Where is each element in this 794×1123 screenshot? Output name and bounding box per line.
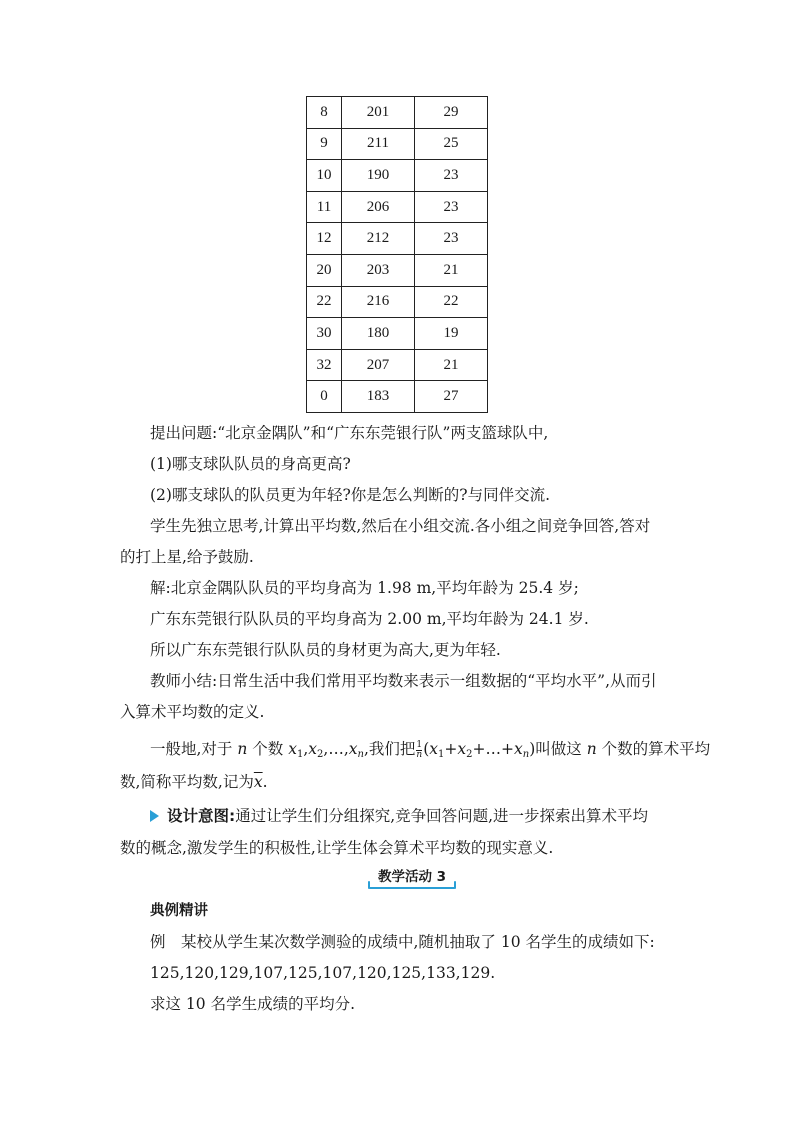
fraction-denominator: n [416, 749, 423, 760]
table-cell: 0 [307, 381, 342, 413]
definition-text: 一般地,对于 [150, 740, 238, 758]
var-x: x [288, 740, 297, 758]
definition-text: +…+ [472, 740, 514, 758]
question-1: (1)哪支球队队员的身高更高? [150, 455, 351, 473]
summary-line-2: 入算术平均数的定义. [120, 703, 265, 721]
example-line-3: 求这 10 名学生成绩的平均分. [150, 995, 356, 1013]
table-cell: 23 [415, 191, 488, 223]
table-row [307, 191, 488, 223]
table-cell: 180 [342, 318, 415, 350]
solution-line-2: 广东东莞银行队队员的平均身高为 2.00 m,平均年龄为 24.1 岁. [150, 610, 589, 628]
table-cell: 25 [415, 128, 488, 160]
var-x: x [429, 740, 438, 758]
table-cell: 9 [307, 128, 342, 160]
question-intro: 提出问题:“北京金隅队”和“广东东莞银行队”两支篮球队中, [150, 424, 549, 442]
table-cell: 22 [307, 286, 342, 318]
example-heading: 典例精讲 [150, 903, 208, 919]
table-cell: 23 [415, 223, 488, 255]
table-cell: 212 [342, 223, 415, 255]
subscript: 1 [438, 749, 445, 760]
table-cell: 20 [307, 254, 342, 286]
table-cell: 22 [415, 286, 488, 318]
table-row [307, 349, 488, 381]
var-x: x [308, 740, 318, 758]
summary-line-1: 教师小结:日常生活中我们常用平均数来表示一组数据的“平均水平”,从而引 [150, 672, 657, 690]
var-n: n [586, 740, 597, 758]
table-row [307, 97, 488, 129]
design-intent-label: 设计意图: [167, 807, 236, 825]
table-cell: 183 [342, 381, 415, 413]
design-intent-line-2: 数的概念,激发学生的积极性,让学生体会算术平均数的现实意义. [120, 839, 554, 857]
solution-line-3: 所以广东东莞银行队队员的身材更为高大,更为年轻. [150, 641, 501, 659]
table-cell: 29 [415, 97, 488, 129]
definition-text: ) [529, 740, 536, 758]
table-row [307, 381, 488, 413]
table-cell: 190 [342, 160, 415, 192]
play-arrow-icon [150, 810, 159, 822]
var-x: x [457, 740, 467, 758]
mean-symbol: $\overline{x}$ [253, 773, 263, 791]
data-table [306, 96, 488, 413]
table-cell: 23 [415, 160, 488, 192]
definition-line-2 [120, 772, 680, 792]
table-cell: 27 [415, 381, 488, 413]
definition-text: ( [423, 740, 430, 758]
table-cell: 206 [342, 191, 415, 223]
subscript: 2 [317, 749, 324, 760]
data-table-body [307, 97, 488, 413]
table-cell: 8 [307, 97, 342, 129]
question-2: (2)哪支球队的队员更为年轻?你是怎么判断的?与同伴交流. [150, 486, 551, 504]
banner-bracket-left [368, 881, 370, 889]
subscript: 1 [296, 749, 304, 760]
definition-text: 叫做这 [535, 740, 587, 758]
definition-text: , [303, 740, 309, 758]
table-cell: 32 [307, 349, 342, 381]
table-row [307, 223, 488, 255]
banner-label: 教学活动 3 [377, 869, 447, 885]
table-cell: 211 [342, 128, 415, 160]
table-row [307, 318, 488, 350]
definition-text: ,…, [323, 740, 349, 758]
table-row [307, 160, 488, 192]
table-cell: 216 [342, 286, 415, 318]
banner-bracket-right [454, 881, 456, 889]
teaching-activity-banner [367, 867, 457, 889]
table-cell: 19 [415, 318, 488, 350]
banner-underline [369, 887, 455, 889]
solution-line-1: 解:北京金隅队队员的平均身高为 1.98 m,平均年龄为 25.4 岁; [150, 579, 579, 597]
table-row [307, 128, 488, 160]
definition-text: . [262, 773, 268, 791]
subscript: n [522, 749, 530, 760]
table-cell: 203 [342, 254, 415, 286]
table-row [307, 254, 488, 286]
table-cell: 201 [342, 97, 415, 129]
var-n: n [237, 740, 248, 758]
table-cell: 12 [307, 223, 342, 255]
definition-line-1 [150, 739, 710, 765]
design-intent-text: 通过让学生们分组探究,竞争回答问题,进一步探索出算术平均 [235, 807, 649, 825]
example-line-1: 例 某校从学生某次数学测验的成绩中,随机抽取了 10 名学生的成绩如下: [150, 933, 655, 951]
var-x: x [513, 740, 523, 758]
definition-text: ,我们把 [363, 740, 416, 758]
table-cell: 207 [342, 349, 415, 381]
fraction-numerator: 1 [416, 739, 423, 750]
activity-line-1: 学生先独立思考,计算出平均数,然后在小组交流.各小组之间竞争回答,答对 [150, 517, 651, 535]
example-line-2: 125,120,129,107,125,107,120,125,133,129. [150, 964, 496, 982]
table-cell: 21 [415, 254, 488, 286]
definition-text: 个数的算术平均 [596, 740, 711, 758]
subscript: 2 [466, 749, 473, 760]
definition-text: 个数 [247, 740, 289, 758]
table-row [307, 286, 488, 318]
fraction [416, 741, 422, 760]
subscript: n [357, 749, 364, 760]
table-cell: 11 [307, 191, 342, 223]
definition-text: + [444, 740, 458, 758]
design-intent-line-1 [150, 806, 710, 826]
var-x: x [348, 740, 358, 758]
definition-text: 数,简称平均数,记为 [120, 773, 254, 791]
activity-line-2: 的打上星,给予鼓励. [120, 548, 254, 566]
table-cell: 21 [415, 349, 488, 381]
table-cell: 10 [307, 160, 342, 192]
table-cell: 30 [307, 318, 342, 350]
